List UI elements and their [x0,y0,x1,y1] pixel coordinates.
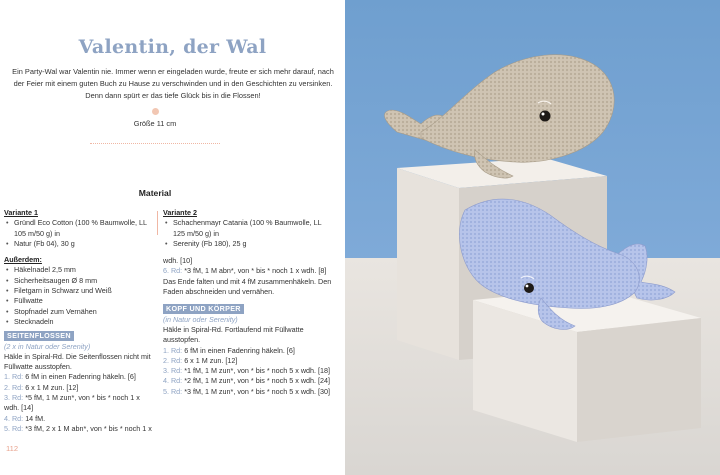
page-number: 112 [6,444,19,453]
round-label: 1. Rd: [4,372,24,382]
list-item: • Gründl Eco Cotton (100 % Baumwolle, LL 105 m/50 g) in [4,218,154,239]
fins-section-label: SEITENFLOSSEN [4,331,74,341]
list-item: • Füllwatte [4,296,154,306]
pattern-row [4,372,154,382]
variant2-list [163,218,333,249]
pattern-row [4,383,154,393]
round-text: *3 fM, 1 M abn*, von * bis * noch 1 x wdh. [8] [184,266,327,276]
round-label: 2. Rd: [4,382,24,392]
decor-dot [152,108,159,115]
round-label: 5. Rd: [163,386,183,396]
round-label: 5. Rd: [4,423,24,433]
round-label: 2. Rd: [163,355,183,365]
body-section-label: KOPF UND KÖRPER [163,304,244,314]
variant2-label: Variante 2 [163,208,197,217]
pattern-row [4,393,154,414]
round-text: 6 fM in einen Fadenring häkeln. [6] [184,345,295,355]
material-heading: Material [138,188,172,198]
extras-label: Außerdem: [4,255,42,265]
pattern-row [163,387,333,397]
round-text: 6 x 1 M zun. [12] [25,382,79,392]
list-item: • Sicherheitsaugen Ø 8 mm [4,276,154,286]
intro-text: Ein Party-Wal war Valentin nie. Immer wenn er eingeladen wurde, freute er sich mehr darauf, nach der Feier mit einem guten Buch zu Hause zu verschwinden und in den Geschichten zu versinken. Denn dann spürt er das tiefe Glück bis in die Flossen! [12,67,334,100]
dotted-divider [90,143,220,144]
list-item: • Stecknadeln [4,317,154,327]
low-block [473,288,701,442]
column-left [4,208,154,434]
pattern-row [163,346,333,356]
round-text: 6 x 1 M zun. [12] [184,355,238,365]
round-text: 6 fM in einen Fadenring häkeln. [6] [25,372,136,382]
extras-list [4,265,154,327]
fins-intro: Häkle in Spiral-Rd. Die Seitenflossen nicht mit Füllwatte ausstopfen. [4,351,151,372]
column-divider [157,211,158,235]
pattern-row [4,414,154,424]
list-item: • Häkelnadel 2,5 mm [4,265,154,275]
list-item: • Schachenmayr Catania (100 % Baumwolle, LL 125 m/50 g) in [163,218,333,239]
pattern-row [163,366,333,376]
list-item: • Natur (Fb 04), 30 g [4,239,154,249]
variant1-list [4,218,154,249]
list-item: • Stopfnadel zum Vernähen [4,307,154,317]
round-text: *3 fM, 1 M zun*, von * bis * noch 5 x wdh. [30] [184,386,331,396]
round-text: 14 fM. [25,413,46,423]
pattern-row [163,266,333,276]
text-page [0,0,345,475]
round-label: 4. Rd: [163,376,183,386]
round-label: 3. Rd: [163,366,183,376]
round-label: 6. Rd: [163,266,183,276]
body-intro: Häkle in Spiral-Rd. Fortlaufend mit Füllwatte ausstopfen. [163,324,304,345]
body-note: (in Natur oder Serenity) [163,314,238,324]
round-label: 1. Rd: [163,345,183,355]
round-text: *3 fM, 2 x 1 M abn*, von * bis * noch 1 x [25,423,152,433]
continued-text: wdh. [10] [163,256,193,266]
round-label: 3. Rd: [4,393,24,403]
size-info: Größe 11 cm [133,119,177,128]
list-item: • Filetgarn in Schwarz und Weiß [4,286,154,296]
closing-text: Das Ende falten und mit 4 fM zusammenhäkeln. Den Faden abschneiden und vernähen. [163,276,332,297]
variant1-label: Variante 1 [4,208,38,217]
page-title: Valentin, der Wal [78,36,267,58]
beige-whale [384,55,614,178]
pattern-row [4,424,154,434]
fins-note: (2 x in Natur oder Serenity) [4,341,91,351]
pattern-row [163,356,333,366]
list-item: • Serenity (Fb 180), 25 g [163,239,333,249]
round-text: *1 fM, 1 M zun*, von * bis * noch 5 x wdh. [18] [184,366,331,376]
column-right [163,208,333,397]
round-text: *2 fM, 1 M zun*, von * bis * noch 5 x wdh. [24] [184,376,331,386]
photo-page [345,0,720,475]
round-label: 4. Rd: [4,413,24,423]
whales-photo [345,0,720,475]
round-text: *5 fM, 1 M zun*, von * bis * noch 1 x wdh. [14] [4,393,140,413]
pattern-row [163,376,333,386]
